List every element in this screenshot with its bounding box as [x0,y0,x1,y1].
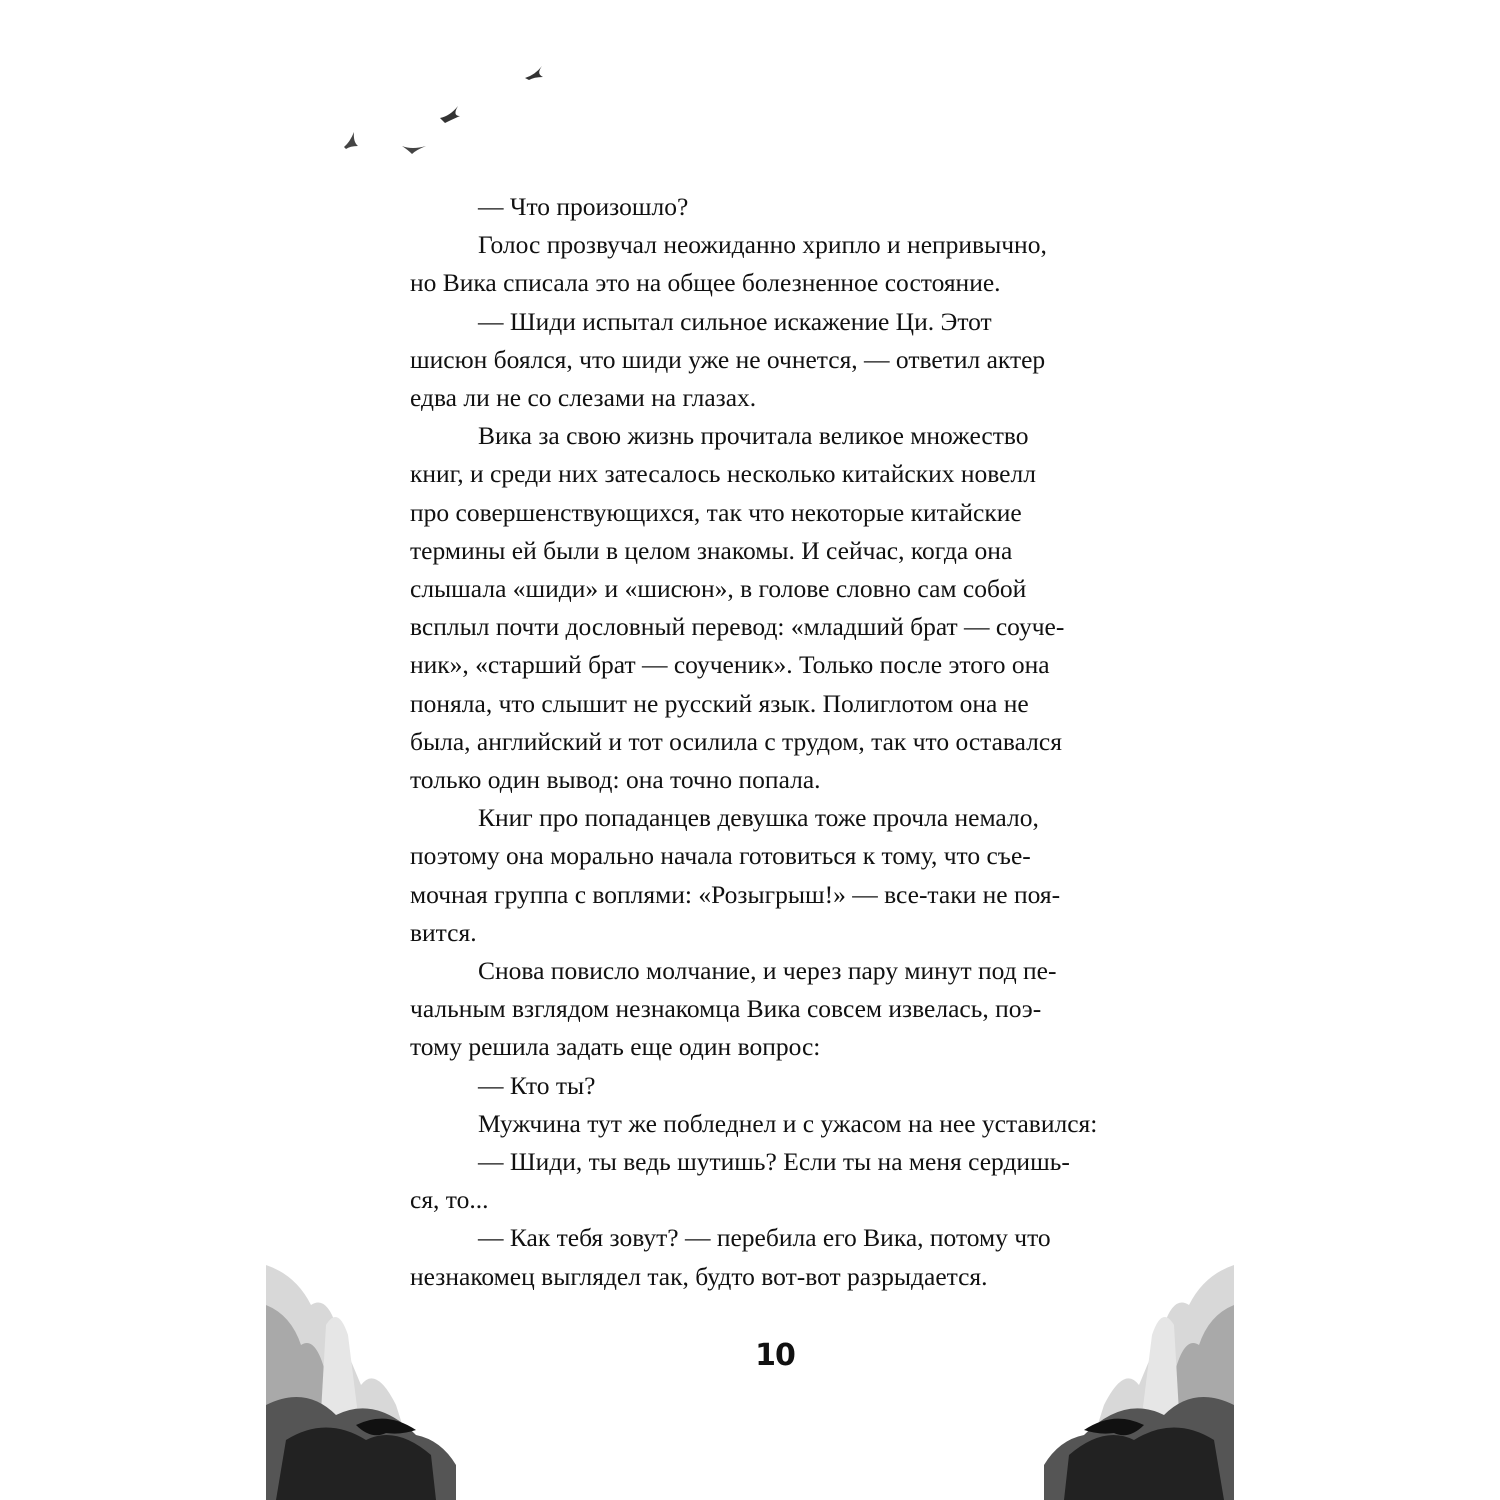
text-line: едва ли не со слезами на глазах. [410,383,757,413]
text-line: всплыл почти дословный перевод: «младший брат — соуче- [410,612,1065,642]
text-line: была, английский и тот осилила с трудом, так что оставался [410,726,1062,756]
text-line: — Шиди, ты ведь шутишь? Если ты на меня сердишь- [478,1147,1070,1177]
text-line: книг, и среди них затесалось несколько китайских новелл [410,459,1036,489]
text-line: Книг про попаданцев девушка тоже прочла немало, [478,803,1039,833]
text-line: — Как тебя зовут? — перебила его Вика, потому что [478,1223,1051,1253]
text-line: мочная группа с воплями: «Розыгрыш!» — все-таки не поя- [410,879,1061,909]
bird-1 [525,66,543,80]
text-line: поэтому она морально начала готовиться к тому, что съе- [410,841,1031,871]
bird-2 [440,106,460,123]
text-line: Вика за свою жизнь прочитала великое множество [478,421,1029,451]
text-line: Мужчина тут же побледнел и с ужасом на нее уставился: [478,1108,1098,1138]
text-line: термины ей были в целом знакомы. И сейчас, когда она [410,535,1013,565]
text-line: вится. [410,917,477,947]
text-line: поняла, что слышит не русский язык. Полиглотом она не [410,688,1029,718]
landscape-illustration-right [1044,1265,1234,1500]
text-line: — Кто ты? [478,1070,596,1100]
text-line: тому решила задать еще один вопрос: [410,1032,821,1062]
text-line: — Шиди испытал сильное искажение Ци. Этот [478,306,992,336]
text-line: но Вика списала это на общее болезненное состояние. [410,268,1001,298]
text-line: — Что произошло? [478,192,689,221]
text-line: Голос прозвучал неожиданно хрипло и непривычно, [478,230,1047,260]
bird-3 [344,132,358,149]
page-number: 10 [755,1338,795,1373]
text-line: ник», «старший брат — соученик». Только после этого она [410,650,1050,680]
text-line: Снова повисло молчание, и через пару минут под пе- [478,956,1057,986]
text-line: чальным взглядом незнакомца Вика совсем извелась, поэ- [410,994,1042,1024]
bird-4 [402,146,426,154]
landscape-illustration-left [266,1265,456,1500]
text-line: слышала «шиди» и «шисюн», в голове словно сам собой [410,574,1027,604]
text-line: про совершенствующихся, так что некоторые китайские [410,497,1022,527]
text-line: шисюн боялся, что шиди уже не очнется, — ответил актер [410,344,1046,374]
text-line: незнакомец выглядел так, будто вот-вот разрыдается. [410,1261,988,1291]
text-line: ся, то... [410,1185,489,1215]
body-text [410,188,1145,1296]
flying-birds-illustration [330,50,570,170]
text-line: только один вывод: она точно попала. [410,765,821,795]
